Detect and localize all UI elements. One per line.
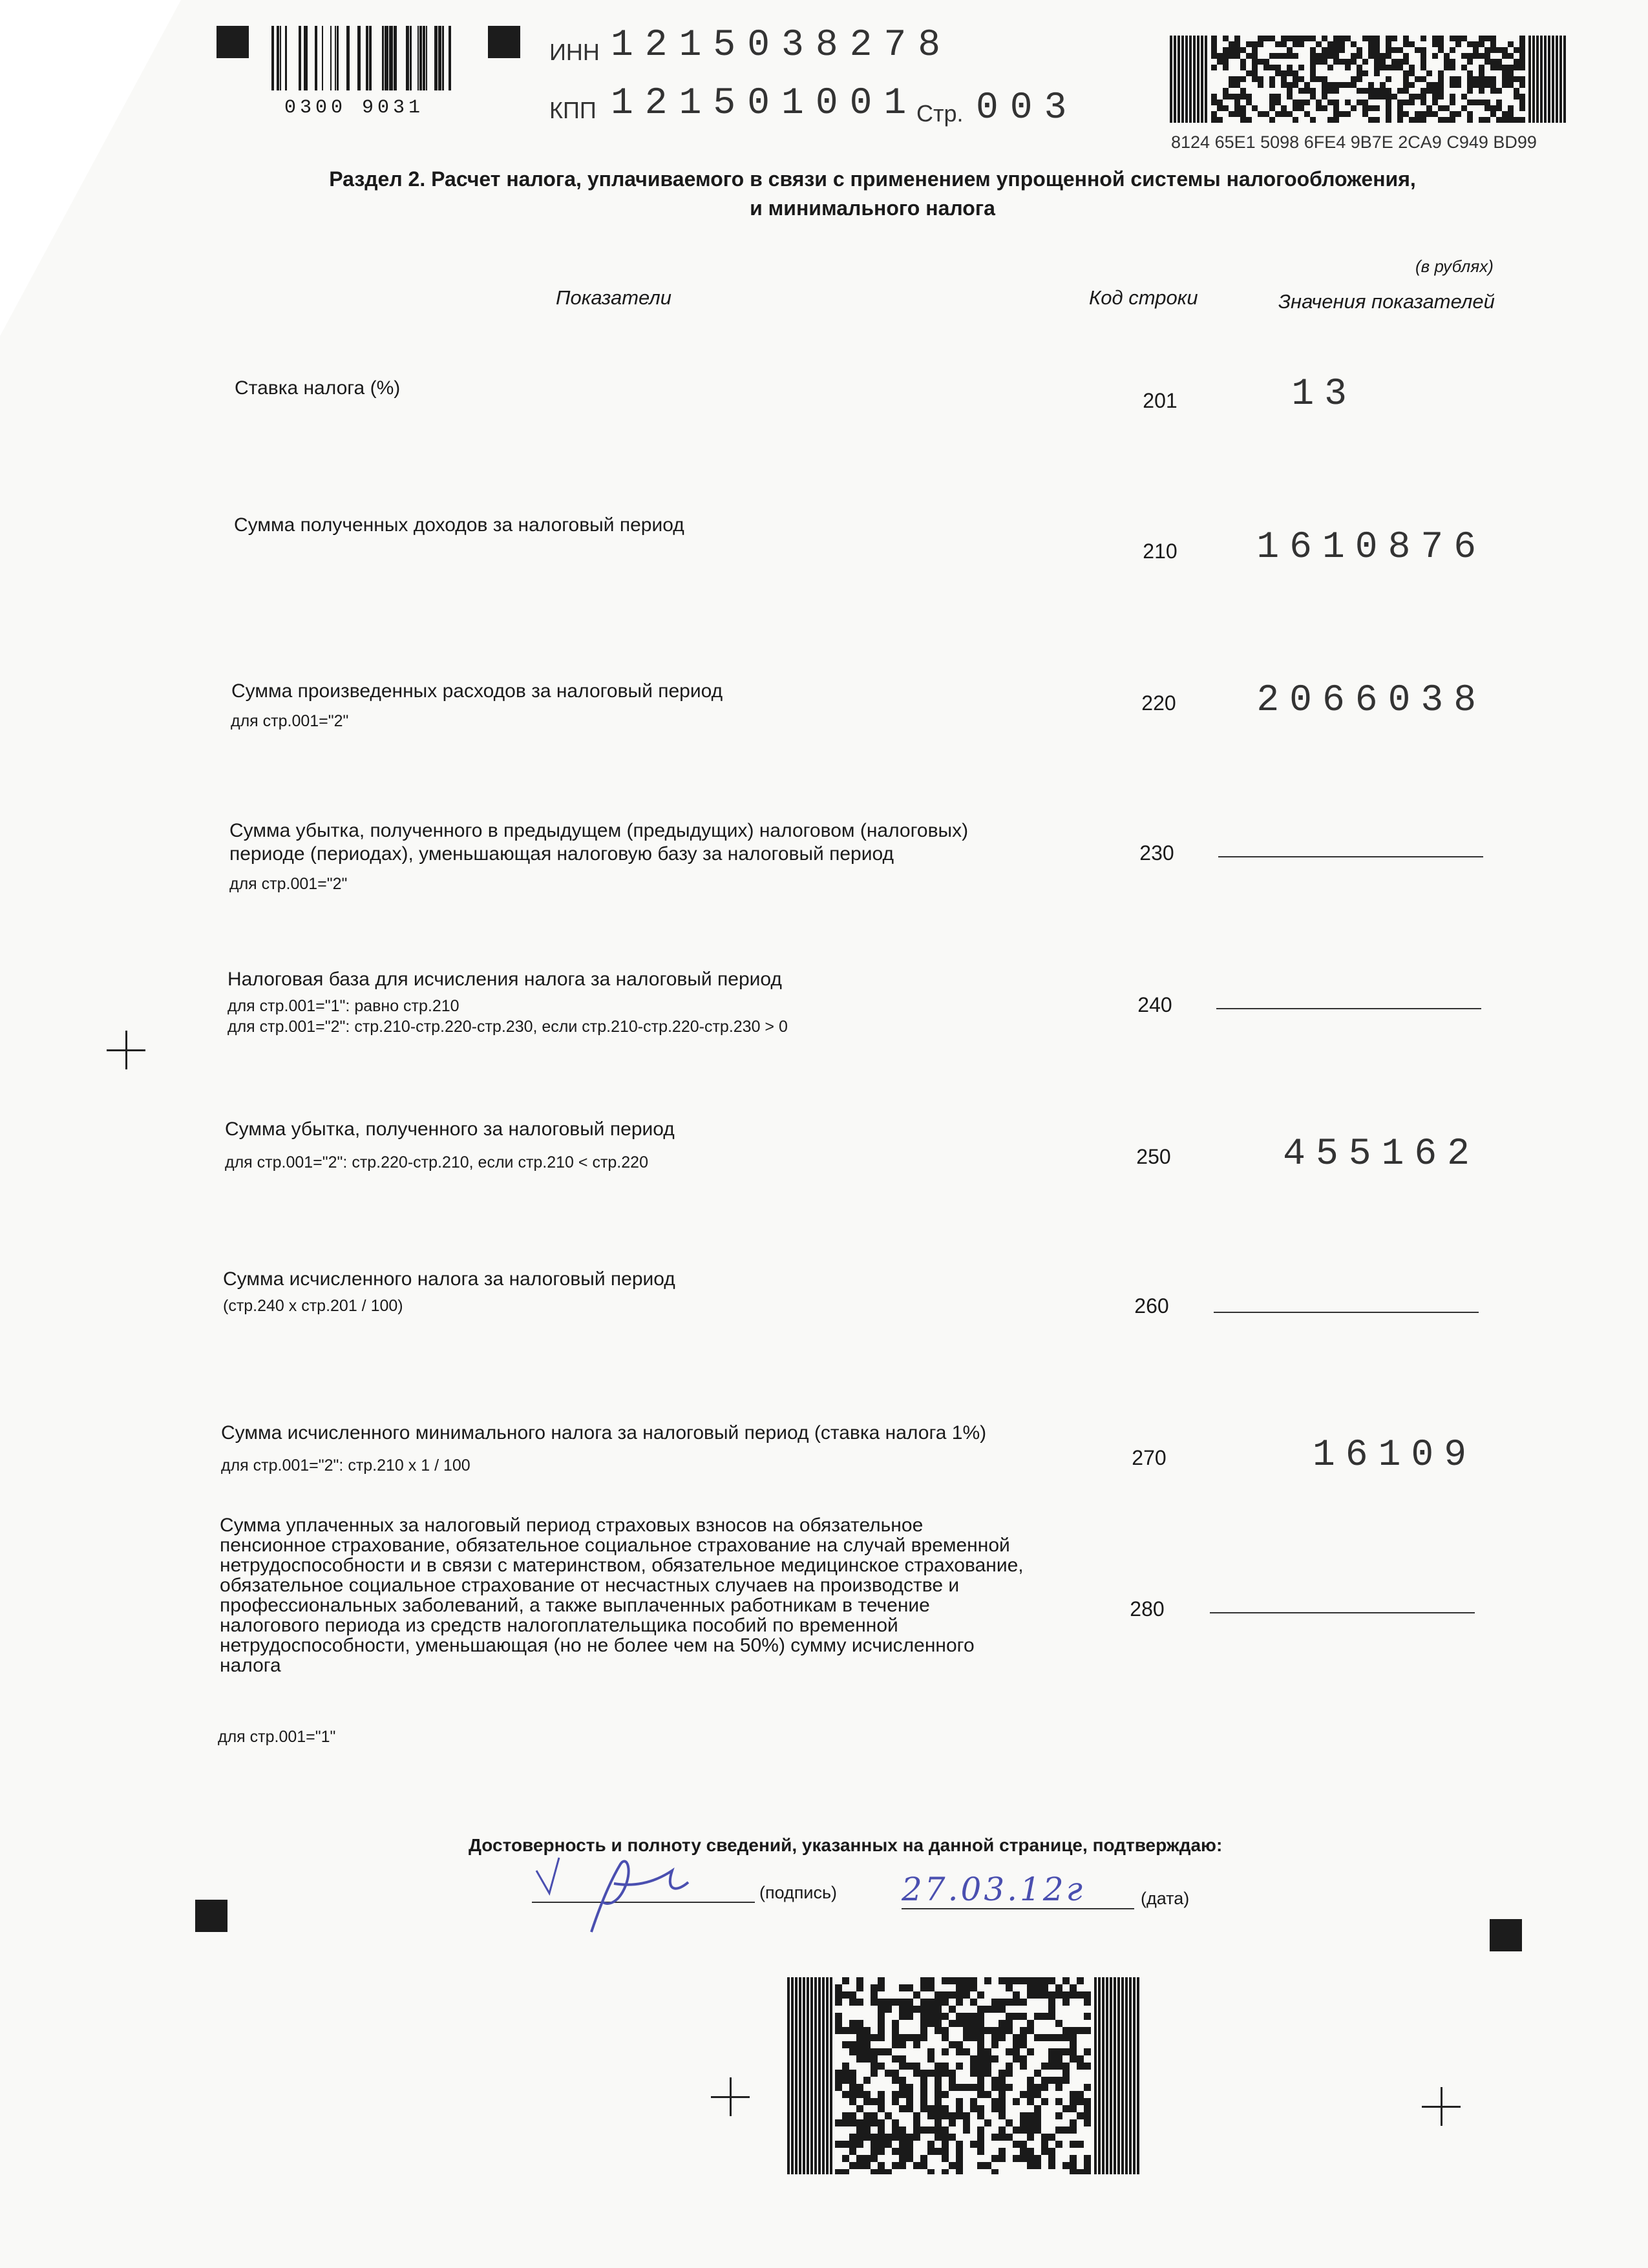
row-value: 455162 [1283, 1133, 1480, 1175]
row-condition: для стр.001="2" [231, 712, 349, 730]
crosshair-mark [107, 1031, 145, 1069]
inn-value: 1215038278 [611, 25, 953, 67]
registration-marker [1490, 1919, 1522, 1951]
registration-marker [195, 1900, 227, 1932]
row-value: 13 [1291, 373, 1357, 415]
row-value-empty [1214, 1312, 1479, 1313]
section-title-line2: и минимального налога [750, 196, 995, 220]
row-label: Сумма произведенных расходов за налоговый период [231, 680, 723, 702]
row-condition: для стр.001="2": стр.210 х 1 / 100 [221, 1456, 470, 1475]
handwritten-signature [530, 1845, 724, 1935]
barcode-linear [271, 26, 459, 94]
row-label-line: профессиональных заболеваний, а также выплаченных работникам в течение [220, 1595, 930, 1616]
row-label-line: нетрудоспособности и в связи с материнством, обязательное медицинское страхование, [220, 1555, 1024, 1576]
row-code: 210 [1143, 540, 1178, 563]
row-code: 240 [1137, 993, 1172, 1016]
row-label-line: обязательное социальное страхование от несчастных случаев на производстве и [220, 1575, 960, 1596]
row-label: Сумма убытка, полученного за налоговый период [225, 1118, 675, 1140]
row-condition: для стр.001="1" [218, 1728, 336, 1746]
row-label: Сумма полученных доходов за налоговый период [234, 514, 684, 536]
row-label-line: нетрудоспособности, уменьшающая (но не более чем на 50%) сумму исчисленного [220, 1635, 975, 1656]
row-label-line: пенсионное страхование, обязательное социальное страхование на случай временной [220, 1535, 1010, 1556]
crosshair-mark [711, 2077, 750, 2116]
row-condition-2: для стр.001="2": стр.210-стр.220-стр.230, если стр.210-стр.220-стр.230 > 0 [227, 1018, 788, 1036]
barcode-2d-top [1170, 36, 1567, 126]
barcode-2d-bottom [787, 1977, 1139, 2174]
row-code: 201 [1143, 389, 1178, 412]
section-title: Раздел 2. Расчет налога, уплачиваемого в связи с применением упрощенной системы налогообложения, [329, 167, 1416, 191]
kpp-label: КПП [549, 97, 597, 123]
registration-marker [217, 26, 249, 58]
confirmation-text: Достоверность и полноту сведений, указанных на данной странице, подтверждаю: [469, 1835, 1223, 1855]
row-label: Ставка налога (%) [235, 377, 401, 399]
row-code: 280 [1130, 1597, 1165, 1621]
barcode-number: 0300 9031 [284, 97, 425, 119]
signature-label: (подпись) [759, 1883, 838, 1902]
units-note: (в рублях) [1415, 257, 1494, 276]
column-header-values: Значения показателей [1278, 290, 1495, 313]
row-label-line: Сумма уплаченных за налоговый период страховых взносов на обязательное [220, 1515, 924, 1536]
page-fold [0, 0, 181, 336]
row-code: 230 [1139, 841, 1174, 865]
row-value-empty [1218, 856, 1483, 857]
row-label: Сумма исчисленного минимального налога за налоговый период (ставка налога 1%) [221, 1422, 987, 1444]
row-condition: для стр.001="2" [229, 875, 348, 893]
row-code: 220 [1141, 691, 1176, 715]
page-label: Стр. [916, 100, 964, 127]
date-value: 27.03.12г [902, 1871, 1085, 1908]
hash-code: 8124 65E1 5098 6FE4 9B7E 2CA9 C949 BD99 [1171, 132, 1537, 152]
inn-label: ИНН [549, 39, 600, 65]
date-line [902, 1908, 1134, 1909]
row-value-empty [1216, 1008, 1481, 1009]
row-code: 250 [1136, 1145, 1171, 1168]
row-code: 260 [1134, 1294, 1169, 1318]
row-label-line: налога [220, 1655, 281, 1676]
row-condition: (стр.240 х стр.201 / 100) [223, 1297, 403, 1315]
row-label-line2: периоде (периодах), уменьшающая налоговую базу за налоговый период [229, 843, 894, 865]
registration-marker [488, 26, 520, 58]
page-value: 003 [976, 87, 1079, 129]
row-code: 270 [1132, 1446, 1167, 1469]
row-value: 16109 [1312, 1434, 1477, 1476]
row-label: Налоговая база для исчисления налога за налоговый период [227, 969, 782, 990]
row-label: Сумма исчисленного налога за налоговый период [223, 1268, 675, 1290]
row-condition: для стр.001="1": равно стр.210 [227, 997, 460, 1015]
column-header-code: Код строки [1089, 286, 1198, 309]
kpp-value: 121501001 [611, 83, 918, 125]
row-label: Сумма убытка, полученного в предыдущем (предыдущих) налоговом (налоговых) [229, 820, 969, 841]
row-value: 2066038 [1256, 680, 1486, 722]
crosshair-mark [1422, 2087, 1461, 2126]
column-header-indicators: Показатели [556, 286, 671, 309]
row-value: 1610876 [1256, 527, 1486, 569]
date-label: (дата) [1141, 1889, 1190, 1908]
row-condition: для стр.001="2": стр.220-стр.210, если стр.210 < стр.220 [225, 1153, 648, 1171]
row-label-line: налогового периода из средств налогоплательщика пособий по временной [220, 1615, 898, 1636]
row-value-empty [1210, 1612, 1475, 1613]
